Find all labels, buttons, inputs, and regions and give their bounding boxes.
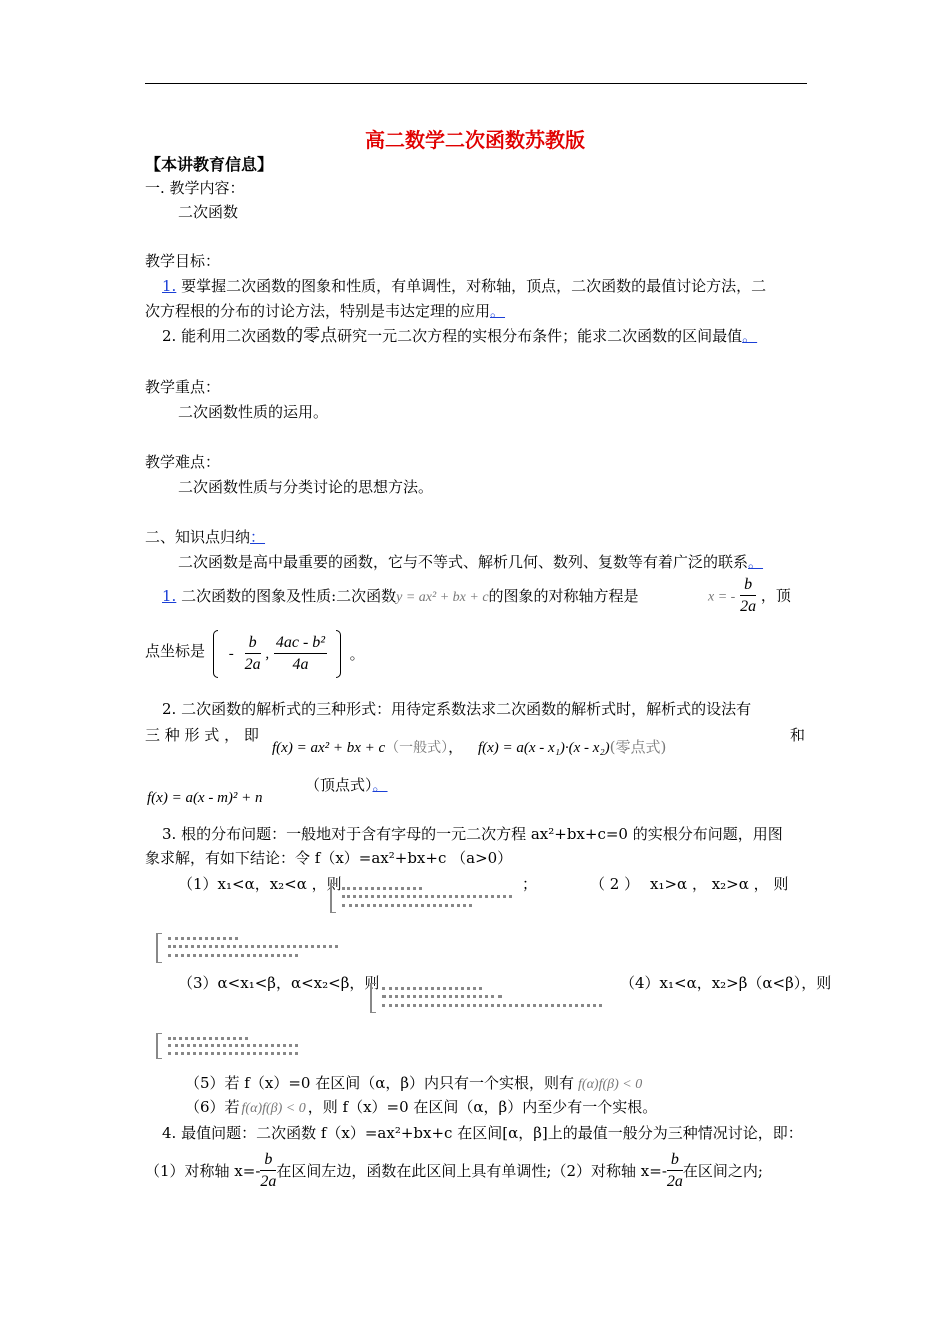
point2-and: 和 [790, 726, 806, 744]
case2-conditions [156, 933, 346, 961]
case1-conditions [330, 883, 520, 911]
form-zero: f(x) = a(x - x₁)·(x - x₂) [477, 740, 610, 756]
point3-line2: 象求解，有如下结论：令 f（x）=ax²+bx+c （a>0） [145, 849, 513, 867]
key-heading: 教学重点： [145, 378, 221, 396]
header-rule [145, 83, 807, 84]
case5: （5）若 f（x）=0 在区间（α，β）内只有一个实根，则有 f(α)f(β) < 0 [185, 1074, 643, 1092]
goal-1-end-link[interactable]: 。 [490, 302, 506, 320]
point2-line1: 2. 二次函数的解析式的三种形式：用待定系数法求二次函数的解析式时，解析式的设法有 [162, 700, 752, 718]
form-general: f(x) = ax² + bx + c [272, 740, 386, 756]
case1-end: ； [522, 875, 538, 893]
point4-line1: 4. 最值问题：二次函数 f（x）=ax²+bx+c 在区间[α，β]上的最值一般分为三种情况讨论，即： [162, 1124, 803, 1142]
goals-heading: 教学目标： [145, 252, 221, 270]
goal-1-number[interactable]: 1. [162, 277, 177, 295]
point4-line2: （1）对称轴 x=- $\frac{b}{2a}$ 在区间左边，函数在此区间上具有单调性;（2）对称轴 x=- $\frac{b}{2a}$ 在区间之内; [145, 1150, 763, 1190]
difficult-content: 二次函数性质与分类讨论的思想方法。 [178, 478, 434, 496]
point2-line2-label: 三 种 形 式 ， 即 [145, 726, 259, 744]
point1-number[interactable]: 1. [162, 587, 177, 605]
case3-label: （3）α<x₁<β，α<x₂<β，则 [178, 974, 380, 992]
part2-intro-link[interactable]: 。 [748, 553, 764, 571]
case4-label: （4）x₁<α，x₂>β（α<β），则 [620, 974, 832, 992]
part1-heading: 一. 教学内容： [145, 179, 245, 197]
point3-line1: 3. 根的分布问题：一般地对于含有字母的一元二次方程 ax²+bx+c=0 的实根分布问题，用图 [162, 825, 783, 843]
goal-1-line1: 1. 要掌握二次函数的图象和性质，有单调性，对称轴，顶点，二次函数的最值讨论方法，二 [162, 277, 767, 295]
section-header: 【本讲教育信息】 [145, 155, 274, 174]
goal-2: 2. 能利用二次函数的零点研究一元二次方程的实根分布条件；能求二次函数的区间最值。 [162, 326, 758, 346]
goal-2-end-link[interactable]: 。 [742, 327, 758, 345]
form-vertex-label: （顶点式）。 [305, 776, 388, 794]
case3-conditions [370, 983, 600, 1011]
case4-conditions [156, 1033, 306, 1057]
case2-number: （ 2 ） [590, 875, 640, 893]
part1-content: 二次函数 [178, 203, 239, 221]
case1-label: （1）x₁<α，x₂<α ，则 [178, 875, 342, 893]
key-content: 二次函数性质的运用。 [178, 403, 329, 421]
part2-intro: 二次函数是高中最重要的函数，它与不等式、解析几何、数列、复数等有着广泛的联系。 [178, 553, 764, 571]
difficult-heading: 教学难点： [145, 453, 221, 471]
point1-line1: 1. 二次函数的图象及性质:二次函数y = ax² + bx + c的图象的对称轴方程是 [162, 587, 639, 605]
point2-end-link[interactable]: 。 [372, 776, 388, 794]
point1-axis: x = - $\frac{b}{2a}$ ，顶 [708, 576, 791, 615]
case6: （6）若 f(α)f(β) < 0 ，则 f（x）=0 在区间（α，β）内至少有一个实根。 [185, 1098, 658, 1116]
page-title: 高二数学二次函数苏教版 [365, 128, 585, 152]
point1-vertex: - $\frac{b}{2a}$ , $\frac{\text{4ac - b²}}{4a}$ 。 [213, 630, 365, 682]
point1-formula: y = ax² + bx + c [396, 590, 489, 605]
point2-forms: f(x) = ax² + bx + c（一般式）， f(x) = a(x - x₁)·(x - x₂)(零点式) [272, 738, 667, 756]
goal-1-line2: 次方程根的分布的讨论方法，特别是韦达定理的应用。 [145, 302, 506, 320]
point1-vertex-label: 点坐标是 [145, 642, 206, 660]
form-vertex: f(x) = a(x - m)² + n [147, 790, 263, 806]
case2-label: x₁>α ， x₂>α ， 则 [650, 875, 789, 893]
part2-heading: 二、知识点归纳： [145, 528, 266, 546]
part2-heading-link[interactable]: ： [250, 528, 266, 546]
